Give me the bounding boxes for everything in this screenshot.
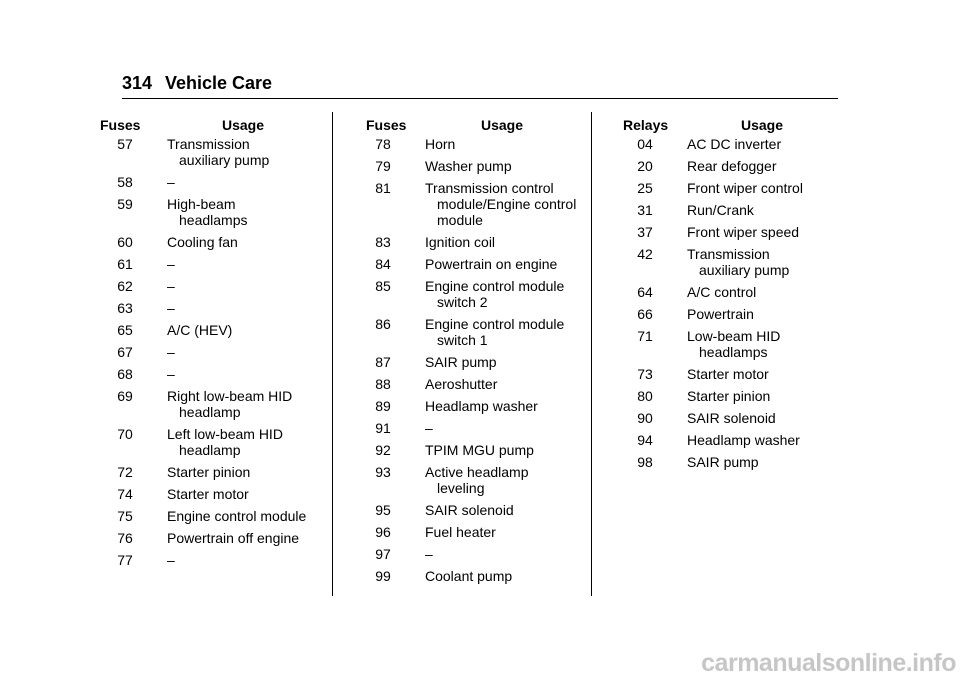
usage-line: Active headlamp (425, 464, 529, 480)
usage-line: Engine control module (425, 278, 565, 294)
item-number: 81 (375, 180, 391, 196)
table-row (100, 256, 325, 272)
item-usage (167, 174, 325, 190)
item-number: 04 (637, 136, 653, 152)
table-row (358, 278, 588, 310)
item-usage (167, 278, 325, 294)
usage-line: Transmission (167, 136, 250, 152)
column-divider (332, 112, 333, 596)
usage-line: Starter motor (167, 486, 249, 502)
usage-line: A/C control (687, 284, 757, 300)
relay-table-right (620, 114, 840, 476)
usage-line: headlamp (179, 404, 241, 420)
page-header (122, 72, 838, 94)
page-number: 314 (122, 73, 153, 93)
item-number: 42 (637, 246, 653, 262)
usage-line: Starter motor (687, 366, 769, 382)
table-row (358, 398, 588, 414)
header-fuses: Fuses (366, 117, 407, 133)
item-usage (687, 306, 840, 322)
item-usage (425, 464, 588, 496)
table-row (358, 464, 588, 496)
item-usage (425, 502, 588, 518)
table-row (620, 306, 840, 322)
item-usage (687, 284, 840, 300)
table-row (358, 502, 588, 518)
table-row (100, 366, 325, 382)
table-row (620, 328, 840, 360)
item-number: 98 (637, 454, 653, 470)
item-number: 37 (637, 224, 653, 240)
usage-line: Cooling fan (167, 234, 238, 250)
table-row (100, 136, 325, 168)
usage-line: Aeroshutter (425, 376, 498, 392)
usage-line: Front wiper control (687, 180, 803, 196)
table-row (358, 546, 588, 562)
usage-line: Right low-beam HID (167, 388, 293, 404)
usage-line: SAIR pump (687, 454, 759, 470)
usage-line: Low-beam HID (687, 328, 781, 344)
usage-line: SAIR solenoid (687, 410, 776, 426)
table-row (100, 486, 325, 502)
table-rows (620, 136, 840, 470)
fuse-table-left (100, 114, 325, 574)
item-usage (167, 322, 325, 338)
table-header (358, 114, 588, 136)
table-rows (100, 136, 325, 568)
table-row (620, 454, 840, 470)
table-row (620, 202, 840, 218)
usage-line: module/Engine control (437, 196, 577, 212)
usage-line: AC DC inverter (687, 136, 782, 152)
item-number: 77 (117, 552, 133, 568)
table-row (620, 158, 840, 174)
table-row (358, 180, 588, 228)
table-row (100, 196, 325, 228)
item-usage (687, 410, 840, 426)
item-usage (425, 256, 588, 272)
item-usage (425, 354, 588, 370)
table-row (358, 568, 588, 584)
item-usage (167, 196, 325, 228)
item-usage (167, 508, 325, 524)
table-row (100, 300, 325, 316)
usage-line: High-beam (167, 196, 236, 212)
item-usage (425, 278, 588, 310)
item-usage (687, 246, 840, 278)
usage-line: – (167, 344, 175, 360)
usage-line: Powertrain on engine (425, 256, 558, 272)
table-row (358, 420, 588, 436)
usage-line: Starter pinion (167, 464, 251, 480)
item-number: 73 (637, 366, 653, 382)
usage-line: module (437, 212, 483, 228)
item-number: 92 (375, 442, 391, 458)
item-usage (687, 180, 840, 196)
table-row (620, 246, 840, 278)
item-number: 25 (637, 180, 653, 196)
item-number: 91 (375, 420, 391, 436)
item-usage (687, 158, 840, 174)
item-usage (167, 552, 325, 568)
item-usage (425, 420, 588, 436)
item-number: 80 (637, 388, 653, 404)
usage-line: Left low-beam HID (167, 426, 283, 442)
table-row (100, 464, 325, 480)
header-usage: Usage (222, 117, 265, 133)
table-row (358, 316, 588, 348)
usage-line: auxiliary pump (179, 152, 270, 168)
item-usage (167, 464, 325, 480)
item-number: 89 (375, 398, 391, 414)
table-row (100, 234, 325, 250)
table-row (620, 180, 840, 196)
table-row (358, 442, 588, 458)
item-number: 88 (375, 376, 391, 392)
usage-line: Starter pinion (687, 388, 771, 404)
table-row (100, 530, 325, 546)
header-fuses: Fuses (100, 117, 141, 133)
item-number: 74 (117, 486, 133, 502)
item-number: 59 (117, 196, 133, 212)
item-number: 97 (375, 546, 391, 562)
table-row (620, 224, 840, 240)
item-usage (687, 366, 840, 382)
item-number: 72 (117, 464, 133, 480)
usage-line: Coolant pump (425, 568, 513, 584)
usage-line: – (425, 420, 433, 436)
item-usage (687, 454, 840, 470)
item-number: 65 (117, 322, 133, 338)
table-header (620, 114, 840, 136)
header-relays: Relays (623, 117, 669, 133)
item-number: 31 (637, 202, 653, 218)
usage-line: Engine control module (425, 316, 565, 332)
item-number: 95 (375, 502, 391, 518)
item-usage (167, 366, 325, 382)
usage-line: Transmission control (425, 180, 554, 196)
item-usage (167, 426, 325, 458)
item-number: 99 (375, 568, 391, 584)
item-usage (167, 486, 325, 502)
usage-line: switch 2 (437, 294, 488, 310)
item-number: 57 (117, 136, 133, 152)
item-number: 67 (117, 344, 133, 360)
usage-line: headlamp (179, 442, 241, 458)
item-usage (425, 136, 588, 152)
usage-line: auxiliary pump (699, 262, 790, 278)
table-rows (358, 136, 588, 584)
item-usage (167, 300, 325, 316)
item-usage (687, 328, 840, 360)
item-usage (425, 524, 588, 540)
usage-line: Rear defogger (687, 158, 777, 174)
watermark: carmanualsonline.info (701, 649, 956, 677)
item-usage (167, 136, 325, 168)
usage-line: switch 1 (437, 332, 488, 348)
header-usage: Usage (741, 117, 784, 133)
table-row (358, 158, 588, 174)
item-number: 84 (375, 256, 391, 272)
usage-line: headlamps (179, 212, 248, 228)
item-number: 68 (117, 366, 133, 382)
usage-line: Powertrain off engine (167, 530, 300, 546)
item-number: 83 (375, 234, 391, 250)
item-number: 90 (637, 410, 653, 426)
item-number: 85 (375, 278, 391, 294)
item-usage (687, 136, 840, 152)
usage-line: – (425, 546, 433, 562)
item-number: 71 (637, 328, 653, 344)
item-number: 60 (117, 234, 133, 250)
item-number: 20 (637, 158, 653, 174)
item-number: 64 (637, 284, 653, 300)
table-row (358, 234, 588, 250)
item-number: 75 (117, 508, 133, 524)
item-usage (687, 388, 840, 404)
page-title: Vehicle Care (165, 73, 273, 93)
usage-line: Headlamp washer (425, 398, 538, 414)
item-number: 94 (637, 432, 653, 448)
usage-line: headlamps (699, 344, 768, 360)
table-row (620, 432, 840, 448)
item-usage (425, 316, 588, 348)
item-number: 79 (375, 158, 391, 174)
usage-line: – (167, 300, 175, 316)
table-row (620, 388, 840, 404)
usage-line: – (167, 552, 175, 568)
usage-line: Run/Crank (687, 202, 754, 218)
usage-line: – (167, 366, 175, 382)
item-number: 63 (117, 300, 133, 316)
usage-line: Transmission (687, 246, 770, 262)
table-row (100, 426, 325, 458)
usage-line: Powertrain (687, 306, 754, 322)
item-number: 66 (637, 306, 653, 322)
item-usage (425, 398, 588, 414)
table-row (100, 388, 325, 420)
item-usage (425, 376, 588, 392)
usage-line: Headlamp washer (687, 432, 800, 448)
item-number: 62 (117, 278, 133, 294)
item-usage (425, 158, 588, 174)
item-usage (167, 530, 325, 546)
item-usage (687, 432, 840, 448)
usage-line: leveling (437, 480, 485, 496)
fuse-table-middle (358, 114, 588, 590)
table-row (100, 508, 325, 524)
table-row (100, 552, 325, 568)
table-row (100, 344, 325, 360)
item-number: 76 (117, 530, 133, 546)
item-number: 87 (375, 354, 391, 370)
table-row (358, 524, 588, 540)
item-usage (425, 180, 588, 228)
item-number: 70 (117, 426, 133, 442)
table-row (620, 284, 840, 300)
table-row (620, 136, 840, 152)
table-row (358, 376, 588, 392)
usage-line: – (167, 174, 175, 190)
table-row (358, 256, 588, 272)
item-usage (687, 202, 840, 218)
table-row (358, 354, 588, 370)
column-divider (591, 112, 592, 596)
item-number: 93 (375, 464, 391, 480)
usage-line: SAIR solenoid (425, 502, 514, 518)
header-usage: Usage (481, 117, 524, 133)
item-usage (167, 234, 325, 250)
table-row (620, 410, 840, 426)
item-usage (425, 546, 588, 562)
table-row (100, 174, 325, 190)
item-usage (167, 388, 325, 420)
usage-line: SAIR pump (425, 354, 497, 370)
item-number: 61 (117, 256, 133, 272)
item-number: 78 (375, 136, 391, 152)
usage-line: Engine control module (167, 508, 307, 524)
usage-line: Ignition coil (425, 234, 496, 250)
usage-line: – (167, 278, 175, 294)
item-number: 69 (117, 388, 133, 404)
table-row (620, 366, 840, 382)
usage-line: TPIM MGU pump (425, 442, 534, 458)
table-header (100, 114, 325, 136)
table-row (358, 136, 588, 152)
usage-line: Washer pump (425, 158, 512, 174)
usage-line: – (167, 256, 175, 272)
item-usage (687, 224, 840, 240)
usage-line: A/C (HEV) (167, 322, 233, 338)
item-number: 58 (117, 174, 133, 190)
item-usage (167, 344, 325, 360)
item-number: 86 (375, 316, 391, 332)
usage-line: Front wiper speed (687, 224, 800, 240)
table-row (100, 278, 325, 294)
header-rule (122, 98, 838, 99)
table-row (100, 322, 325, 338)
usage-line: Horn (425, 136, 456, 152)
item-usage (425, 442, 588, 458)
item-usage (425, 234, 588, 250)
item-number: 96 (375, 524, 391, 540)
usage-line: Fuel heater (425, 524, 496, 540)
item-usage (167, 256, 325, 272)
item-usage (425, 568, 588, 584)
